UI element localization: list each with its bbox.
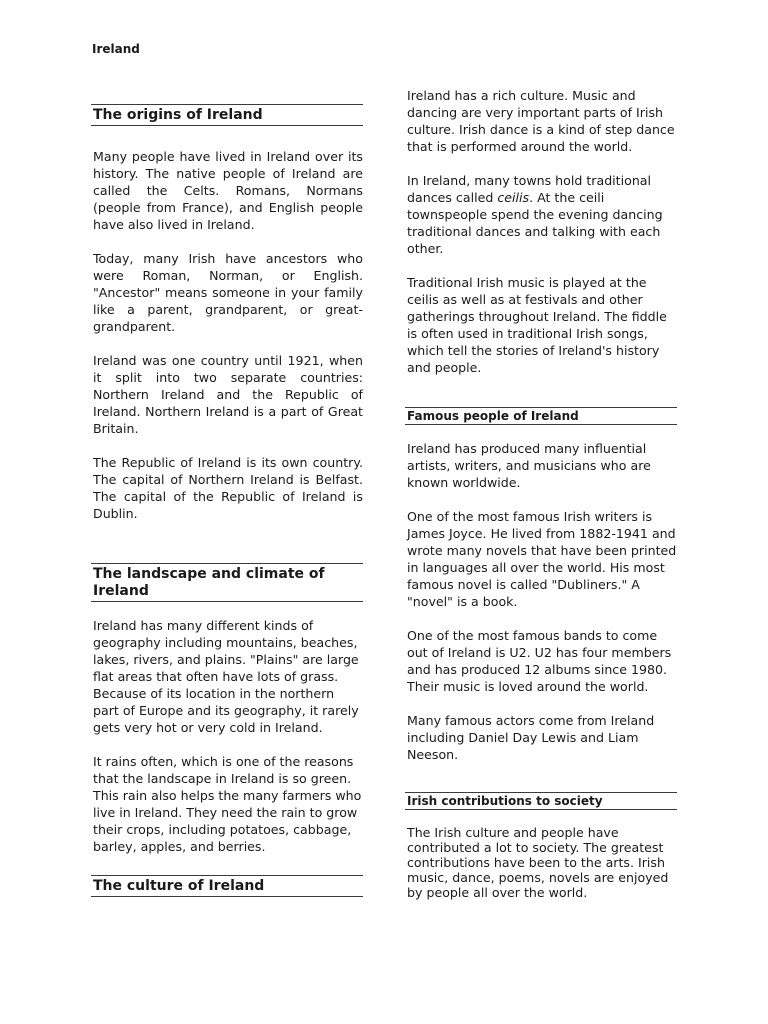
heading-contributions: Irish contributions to society — [405, 792, 677, 810]
famous-paragraph-4: Many famous actors come from Ireland including Daniel Day Lewis and Liam Neeson. — [407, 713, 655, 762]
page-header-title: Ireland — [92, 42, 140, 56]
famous-paragraph-1: Ireland has produced many influential artists, writers, and musicians who are known worldwide. — [407, 441, 651, 490]
origins-paragraph-1: Many people have lived in Ireland over its history. The native people of Ireland are called the Celts. Romans, Normans (people from France), and English people have also lived in Ireland. — [93, 149, 363, 232]
right-column — [405, 87, 677, 900]
culture-paragraph-3: Traditional Irish music is played at the ceilis as well as at festivals and other gatherings throughout Ireland. The fiddle is often used in traditional Irish songs, which tell the stories of Ireland's history and people. — [407, 275, 667, 375]
famous-paragraph-3: One of the most famous bands to come out of Ireland is U2. U2 has four members and has produced 12 albums since 1980. Their music is loved around the world. — [407, 628, 672, 694]
culture-paragraph-2-start: In Ireland, many towns hold traditional dances called — [407, 173, 652, 205]
landscape-paragraph-2: It rains often, which is one of the reasons that the landscape in Ireland is so green. This rain also helps the many farmers who live in Ireland. They need the rain to grow their crops, including potatoes, cabbage, barley, apples, and berries. — [93, 754, 362, 854]
contributions-paragraph-1: The Irish culture and people have contributed a lot to society. The greatest contributions have been to the arts. Irish music, dance, poems, novels are enjoyed by people all over the world. — [407, 825, 669, 900]
culture-paragraph-2 — [405, 172, 677, 257]
ceilis-term: ceilis — [497, 190, 530, 205]
heading-landscape: The landscape and climate of Ireland — [91, 563, 363, 602]
left-column — [91, 104, 363, 897]
origins-paragraph-3: Ireland was one country until 1921, when it split into two separate countries: Northern Ireland and the Republic of Ireland. Northern Ireland is a part of Great Britain. — [93, 353, 363, 436]
landscape-paragraph-1: Ireland has many different kinds of geography including mountains, beaches, lakes, rivers, and plains. "Plains" are large flat areas that often have lots of grass. Because of its location in the northern part of Europe and its geography, it rarely gets very hot or very cold in Ireland. — [93, 618, 359, 735]
heading-famous-people: Famous people of Ireland — [405, 407, 677, 425]
origins-paragraph-4: The Republic of Ireland is its own country. The capital of Northern Ireland is Belfast. The capital of the Republic of Ireland is Dublin. — [93, 455, 363, 521]
heading-culture: The culture of Ireland — [91, 875, 363, 897]
culture-paragraph-2-end: . At the ceili townspeople spend the evening dancing traditional dances and talking with each other. — [407, 190, 663, 256]
famous-paragraph-2: One of the most famous Irish writers is James Joyce. He lived from 1882-1941 and wrote many novels that have been printed in languages all over the world. His most famous novel is called "Dubliners." A "novel" is a book. — [407, 509, 677, 609]
heading-origins: The origins of Ireland — [91, 104, 363, 126]
culture-paragraph-1: Ireland has a rich culture. Music and dancing are very important parts of Irish culture. Irish dance is a kind of step dance that is performed around the world. — [407, 88, 675, 154]
origins-paragraph-2: Today, many Irish have ancestors who were Roman, Norman, or English. "Ancestor" means someone in your family like a parent, grandparent, or great-grandparent. — [93, 251, 363, 334]
